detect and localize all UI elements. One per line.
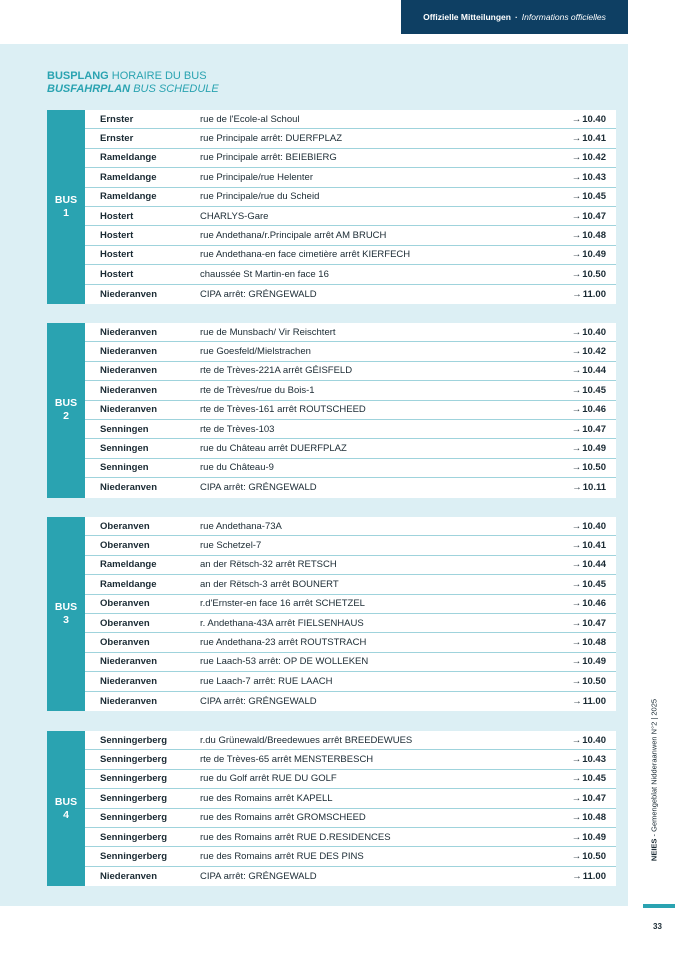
bus-label-text: BUS <box>54 397 78 410</box>
departure-time: 10.40 <box>582 734 606 746</box>
stop-town: Senningerberg <box>100 734 168 746</box>
stop-row <box>85 517 616 536</box>
arrow-right-icon: → <box>571 792 582 804</box>
stop-location: rue du Château-9 <box>200 462 274 474</box>
stop-town: Niederanven <box>100 870 158 882</box>
stop-time <box>536 230 616 241</box>
bus-label <box>47 323 85 498</box>
stop-location: rue Schetzel-7 <box>200 540 262 552</box>
departure-time: 10.45 <box>582 384 606 396</box>
stop-town: Hostert <box>100 230 134 242</box>
stop-row <box>85 381 616 400</box>
arrow-right-icon: → <box>571 249 582 261</box>
stop-row <box>85 439 616 458</box>
stop-time <box>536 832 616 843</box>
stop-time <box>536 598 616 609</box>
arrow-right-icon: → <box>571 520 582 532</box>
arrow-right-icon: → <box>571 559 582 571</box>
stop-town: Ernster <box>100 133 134 145</box>
stop-town: Senningen <box>100 462 149 474</box>
stop-time <box>536 462 616 473</box>
stop-town: Oberanven <box>100 540 150 552</box>
title-lux: BUSPLANG <box>47 70 109 82</box>
stop-town: Oberanven <box>100 617 150 629</box>
stop-row <box>85 342 616 361</box>
bus-1-schedule <box>47 110 616 304</box>
stop-location: CIPA arrêt: GRÉNGEWALD <box>200 482 317 494</box>
stop-location: rue Principale/rue Helenter <box>200 171 314 183</box>
stop-town: Senningerberg <box>100 812 168 824</box>
stop-town: Rameldange <box>100 171 157 183</box>
bus-3-schedule <box>47 517 616 711</box>
stop-row <box>85 188 616 207</box>
stop-time <box>536 327 616 338</box>
stop-row <box>85 633 616 652</box>
stop-row <box>85 323 616 342</box>
title-fr: HORAIRE DU BUS <box>111 70 207 82</box>
stop-time <box>536 871 616 882</box>
departure-time: 10.47 <box>582 210 606 222</box>
stop-location: rue Principale arrêt: DUERFPLAZ <box>200 133 343 145</box>
stop-location: CIPA arrêt: GRÉNGEWALD <box>200 870 317 882</box>
stop-town: Senningerberg <box>100 831 168 843</box>
stop-time <box>536 133 616 144</box>
stop-row <box>85 110 616 129</box>
stop-town: Rameldange <box>100 191 157 203</box>
departure-time: 10.40 <box>582 520 606 532</box>
stop-location: rte de Trèves-65 arrêt MENSTERBESCH <box>200 754 374 766</box>
header-section-de: Offizielle Mitteilungen <box>423 12 511 22</box>
stop-location: rte de Trèves-221A arrêt GÉISFELD <box>200 365 353 377</box>
departure-time: 11.00 <box>582 870 606 882</box>
stop-list <box>85 517 616 711</box>
stop-location: rue des Romains arrêt RUE D.RESIDENCES <box>200 831 391 843</box>
arrow-right-icon: → <box>571 230 582 242</box>
departure-time: 10.45 <box>582 578 606 590</box>
stop-row <box>85 672 616 691</box>
stop-time <box>536 172 616 183</box>
stop-time <box>536 754 616 765</box>
stop-row <box>85 207 616 226</box>
publication-brand: NEIES <box>649 838 659 862</box>
departure-time: 10.47 <box>582 423 606 435</box>
publication-issue: - Gemengeblat Nidderaanwen N°2 | 2025 <box>649 698 659 839</box>
stop-time <box>536 521 616 532</box>
stop-row <box>85 265 616 284</box>
departure-time: 10.42 <box>582 152 606 164</box>
stop-time <box>536 559 616 570</box>
bus-label-text: BUS <box>54 601 78 613</box>
arrow-right-icon: → <box>571 598 582 610</box>
stop-row <box>85 401 616 420</box>
stop-town: Niederanven <box>100 482 158 494</box>
bus-2-schedule <box>47 323 616 498</box>
stop-time <box>536 211 616 222</box>
departure-time: 10.45 <box>582 773 606 785</box>
arrow-right-icon: → <box>572 695 582 707</box>
stop-town: Niederanven <box>100 675 158 687</box>
bus-number: 2 <box>63 410 69 423</box>
arrow-right-icon: → <box>571 171 582 183</box>
stop-location: rue Principale arrêt: BEIEBIERG <box>200 152 337 164</box>
stop-row <box>85 556 616 575</box>
stop-town: Niederanven <box>100 695 158 707</box>
stop-location: rte de Trèves/rue du Bois-1 <box>200 384 315 396</box>
page-title <box>47 70 219 96</box>
arrow-right-icon: → <box>571 346 582 358</box>
departure-time: 11.00 <box>582 695 606 707</box>
stop-row <box>85 692 616 711</box>
departure-time: 10.46 <box>582 404 606 416</box>
stop-row <box>85 362 616 381</box>
stop-town: Rameldange <box>100 559 157 571</box>
stop-town: Oberanven <box>100 520 150 532</box>
stop-location: rue Laach-53 arrêt: OP DE WOLLEKEN <box>200 656 369 668</box>
stop-town: Ernster <box>100 113 134 125</box>
stop-location: chaussée St Martin-en face 16 <box>200 268 329 280</box>
stop-location: rue Goesfeld/Mielstrachen <box>200 346 311 358</box>
stop-row <box>85 149 616 168</box>
stop-time <box>536 191 616 202</box>
stop-town: Niederanven <box>100 656 158 668</box>
departure-time: 10.50 <box>582 675 606 687</box>
stop-town: Senningerberg <box>100 851 168 863</box>
arrow-right-icon: → <box>571 384 582 396</box>
arrow-right-icon: → <box>571 812 582 824</box>
stop-town: Oberanven <box>100 637 150 649</box>
stop-location: r.d'Ernster-en face 16 arrêt SCHETZEL <box>200 598 365 610</box>
header-separator: · <box>514 12 518 22</box>
arrow-right-icon: → <box>571 133 582 145</box>
departure-time: 10.49 <box>582 656 606 668</box>
bus-label-text: BUS <box>54 194 78 206</box>
stop-location: rue Principale/rue du Scheid <box>200 191 320 203</box>
stop-location: rte de Trèves-103 <box>200 423 275 435</box>
arrow-right-icon: → <box>571 637 582 649</box>
stop-row <box>85 595 616 614</box>
arrow-right-icon: → <box>572 482 582 494</box>
stop-time <box>536 443 616 454</box>
stop-town: Niederanven <box>100 326 158 338</box>
bus-number: 3 <box>63 614 69 626</box>
stop-location: rue du Golf arrêt RUE DU GOLF <box>200 773 337 785</box>
stop-location: rue de Munsbach/ Vir Reischtert <box>200 326 336 338</box>
stop-location: rue Andethana-23 arrêt ROUTSTRACH <box>200 637 367 649</box>
stop-row <box>85 459 616 478</box>
arrow-right-icon: → <box>571 675 582 687</box>
stop-time <box>536 249 616 260</box>
arrow-right-icon: → <box>572 288 582 300</box>
title-en: BUS SCHEDULE <box>133 83 219 95</box>
stop-town: Niederanven <box>100 365 158 377</box>
arrow-right-icon: → <box>571 210 582 222</box>
stop-time <box>536 385 616 396</box>
stop-location: rue de l'Ecole-al Schoul <box>200 113 300 125</box>
departure-time: 10.40 <box>582 326 606 338</box>
stop-time <box>536 482 616 493</box>
stop-location: rue des Romains arrêt RUE DES PINS <box>200 851 364 863</box>
stop-location: r. Andethana-43A arrêt FIELSENHAUS <box>200 617 364 629</box>
stop-town: Senningerberg <box>100 792 168 804</box>
stop-location: CIPA arrêt: GRÉNGEWALD <box>200 288 317 300</box>
stop-list <box>85 731 616 886</box>
bus-label <box>47 517 85 711</box>
stop-row <box>85 789 616 808</box>
stop-location: rue Andethana-73A <box>200 520 282 532</box>
section-header-band <box>401 0 628 34</box>
stop-row <box>85 129 616 148</box>
stop-town: Rameldange <box>100 152 157 164</box>
stop-location: rue Andethana/r.Principale arrêt AM BRUCH <box>200 230 387 242</box>
stop-town: Hostert <box>100 210 134 222</box>
stop-time <box>536 289 616 300</box>
header-section-fr: Informations officielles <box>521 12 606 22</box>
departure-time: 10.46 <box>582 598 606 610</box>
arrow-right-icon: → <box>571 851 582 863</box>
stop-row <box>85 750 616 769</box>
stop-town: Senningerberg <box>100 754 168 766</box>
arrow-right-icon: → <box>571 754 582 766</box>
stop-location: rue des Romains arrêt GROMSCHEED <box>200 812 366 824</box>
stop-row <box>85 847 616 866</box>
stop-time <box>536 618 616 629</box>
stop-row <box>85 420 616 439</box>
stop-time <box>536 812 616 823</box>
arrow-right-icon: → <box>571 773 582 785</box>
arrow-right-icon: → <box>571 462 582 474</box>
stop-town: Hostert <box>100 249 134 261</box>
stop-time <box>536 540 616 551</box>
departure-time: 10.42 <box>582 346 606 358</box>
departure-time: 10.43 <box>582 754 606 766</box>
stop-row <box>85 478 616 497</box>
stop-time <box>536 365 616 376</box>
arrow-right-icon: → <box>571 423 582 435</box>
page-accent-bar <box>643 904 675 908</box>
stop-location: rte de Trèves-161 arrêt ROUTSCHEED <box>200 404 366 416</box>
stop-town: Niederanven <box>100 288 158 300</box>
stop-time <box>536 404 616 415</box>
stop-location: CHARLYS-Gare <box>200 210 269 222</box>
arrow-right-icon: → <box>571 326 582 338</box>
departure-time: 10.48 <box>582 637 606 649</box>
stop-town: Niederanven <box>100 384 158 396</box>
stop-location: rue Laach-7 arrêt: RUE LAACH <box>200 675 333 687</box>
departure-time: 10.48 <box>582 812 606 824</box>
stop-town: Senningen <box>100 423 149 435</box>
arrow-right-icon: → <box>571 831 582 843</box>
departure-time: 10.49 <box>582 443 606 455</box>
stop-row <box>85 536 616 555</box>
stop-location: rue Andethana-en face cimetière arrêt KIERFECH <box>200 249 411 261</box>
stop-time <box>536 793 616 804</box>
stop-row <box>85 770 616 789</box>
stop-time <box>536 269 616 280</box>
page-number: 33 <box>653 922 662 931</box>
arrow-right-icon: → <box>571 578 582 590</box>
stop-time <box>536 152 616 163</box>
stop-row <box>85 867 616 886</box>
stop-row <box>85 809 616 828</box>
stop-time <box>536 424 616 435</box>
stop-time <box>536 637 616 648</box>
arrow-right-icon: → <box>571 268 582 280</box>
stop-location: an der Rëtsch-3 arrêt BOUNERT <box>200 578 339 590</box>
stop-time <box>536 696 616 707</box>
arrow-right-icon: → <box>571 404 582 416</box>
stop-row <box>85 246 616 265</box>
departure-time: 10.47 <box>582 792 606 804</box>
bus-4-schedule <box>47 731 616 886</box>
stop-location: rue du Château arrêt DUERFPLAZ <box>200 443 347 455</box>
stop-row <box>85 828 616 847</box>
stop-time <box>536 676 616 687</box>
arrow-right-icon: → <box>572 870 582 882</box>
departure-time: 10.45 <box>582 191 606 203</box>
stop-time <box>536 851 616 862</box>
departure-time: 11.00 <box>582 288 606 300</box>
stop-list <box>85 110 616 304</box>
stop-town: Hostert <box>100 268 134 280</box>
departure-time: 10.48 <box>582 230 606 242</box>
stop-town: Oberanven <box>100 598 150 610</box>
stop-time <box>536 346 616 357</box>
title-de: BUSFAHRPLAN <box>47 83 131 95</box>
stop-time <box>536 773 616 784</box>
stop-location: CIPA arrêt: GRÉNGEWALD <box>200 695 317 707</box>
stop-row <box>85 226 616 245</box>
departure-time: 10.43 <box>582 171 606 183</box>
arrow-right-icon: → <box>571 617 582 629</box>
departure-time: 10.11 <box>582 482 606 494</box>
departure-time: 10.49 <box>582 249 606 261</box>
stop-location: an der Rëtsch-32 arrêt RETSCH <box>200 559 337 571</box>
stop-row <box>85 285 616 304</box>
arrow-right-icon: → <box>571 656 582 668</box>
stop-row <box>85 653 616 672</box>
publication-sidebar <box>650 699 659 861</box>
stop-location: rue des Romains arrêt KAPELL <box>200 792 333 804</box>
arrow-right-icon: → <box>571 113 582 125</box>
arrow-right-icon: → <box>571 540 582 552</box>
arrow-right-icon: → <box>571 152 582 164</box>
stop-row <box>85 168 616 187</box>
stop-time <box>536 579 616 590</box>
departure-time: 10.50 <box>582 268 606 280</box>
stop-time <box>536 656 616 667</box>
bus-number: 4 <box>63 808 69 821</box>
arrow-right-icon: → <box>571 734 582 746</box>
departure-time: 10.50 <box>582 462 606 474</box>
bus-label <box>47 731 85 886</box>
bus-label-text: BUS <box>54 795 78 808</box>
stop-town: Senningen <box>100 443 149 455</box>
arrow-right-icon: → <box>571 365 582 377</box>
stop-list <box>85 323 616 498</box>
stop-time <box>536 114 616 125</box>
stop-town: Niederanven <box>100 346 158 358</box>
stop-row <box>85 575 616 594</box>
stop-location: r.du Grünewald/Breedewues arrêt BREEDEWUES <box>200 734 413 746</box>
stop-town: Senningerberg <box>100 773 168 785</box>
bus-number: 1 <box>63 207 69 219</box>
departure-time: 10.41 <box>582 540 606 552</box>
departure-time: 10.47 <box>582 617 606 629</box>
stop-row <box>85 731 616 750</box>
bus-label <box>47 110 85 304</box>
departure-time: 10.40 <box>582 113 606 125</box>
stop-time <box>536 735 616 746</box>
stop-row <box>85 614 616 633</box>
departure-time: 10.50 <box>582 851 606 863</box>
departure-time: 10.49 <box>582 831 606 843</box>
departure-time: 10.44 <box>582 559 606 571</box>
stop-town: Rameldange <box>100 578 157 590</box>
departure-time: 10.41 <box>582 133 606 145</box>
arrow-right-icon: → <box>571 443 582 455</box>
arrow-right-icon: → <box>571 191 582 203</box>
departure-time: 10.44 <box>582 365 606 377</box>
stop-town: Niederanven <box>100 404 158 416</box>
